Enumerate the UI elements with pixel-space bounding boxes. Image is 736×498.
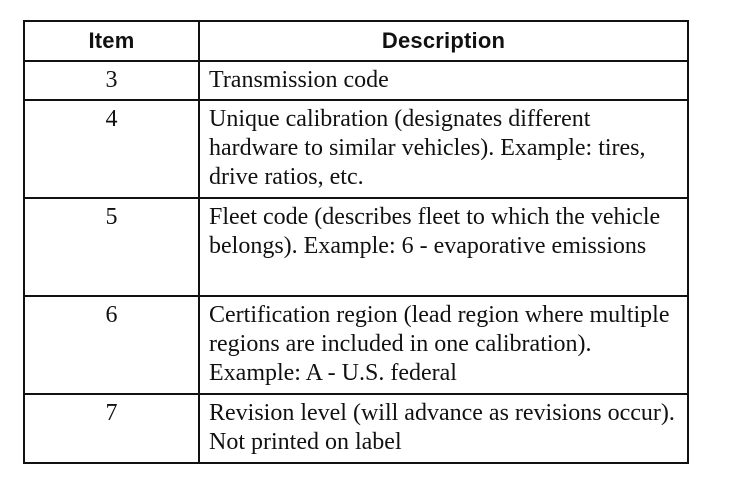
table-row	[24, 100, 688, 198]
item-column-header: Item	[24, 21, 199, 61]
description-cell: Certification region (lead region where multiple regions are included in one calibration). Example: A - U.S. federal	[199, 296, 688, 394]
item-number-cell: 4	[24, 100, 199, 198]
description-cell: Fleet code (describes fleet to which the vehicle belongs). Example: 6 - evaporative emissions	[199, 198, 688, 296]
item-number-cell: 6	[24, 296, 199, 394]
description-cell: Unique calibration (designates different hardware to similar vehicles). Example: tires, drive ratios, etc.	[199, 100, 688, 198]
table-row	[24, 198, 688, 296]
item-number-cell: 3	[24, 61, 199, 100]
table-row	[24, 61, 688, 100]
table-row	[24, 296, 688, 394]
calibration-code-table	[23, 20, 689, 464]
item-number-cell: 5	[24, 198, 199, 296]
description-cell: Transmission code	[199, 61, 688, 100]
description-cell: Revision level (will advance as revisions occur). Not printed on label	[199, 394, 688, 463]
table-row	[24, 394, 688, 463]
item-number-cell: 7	[24, 394, 199, 463]
description-column-header: Description	[199, 21, 688, 61]
table-header-row	[24, 21, 688, 61]
